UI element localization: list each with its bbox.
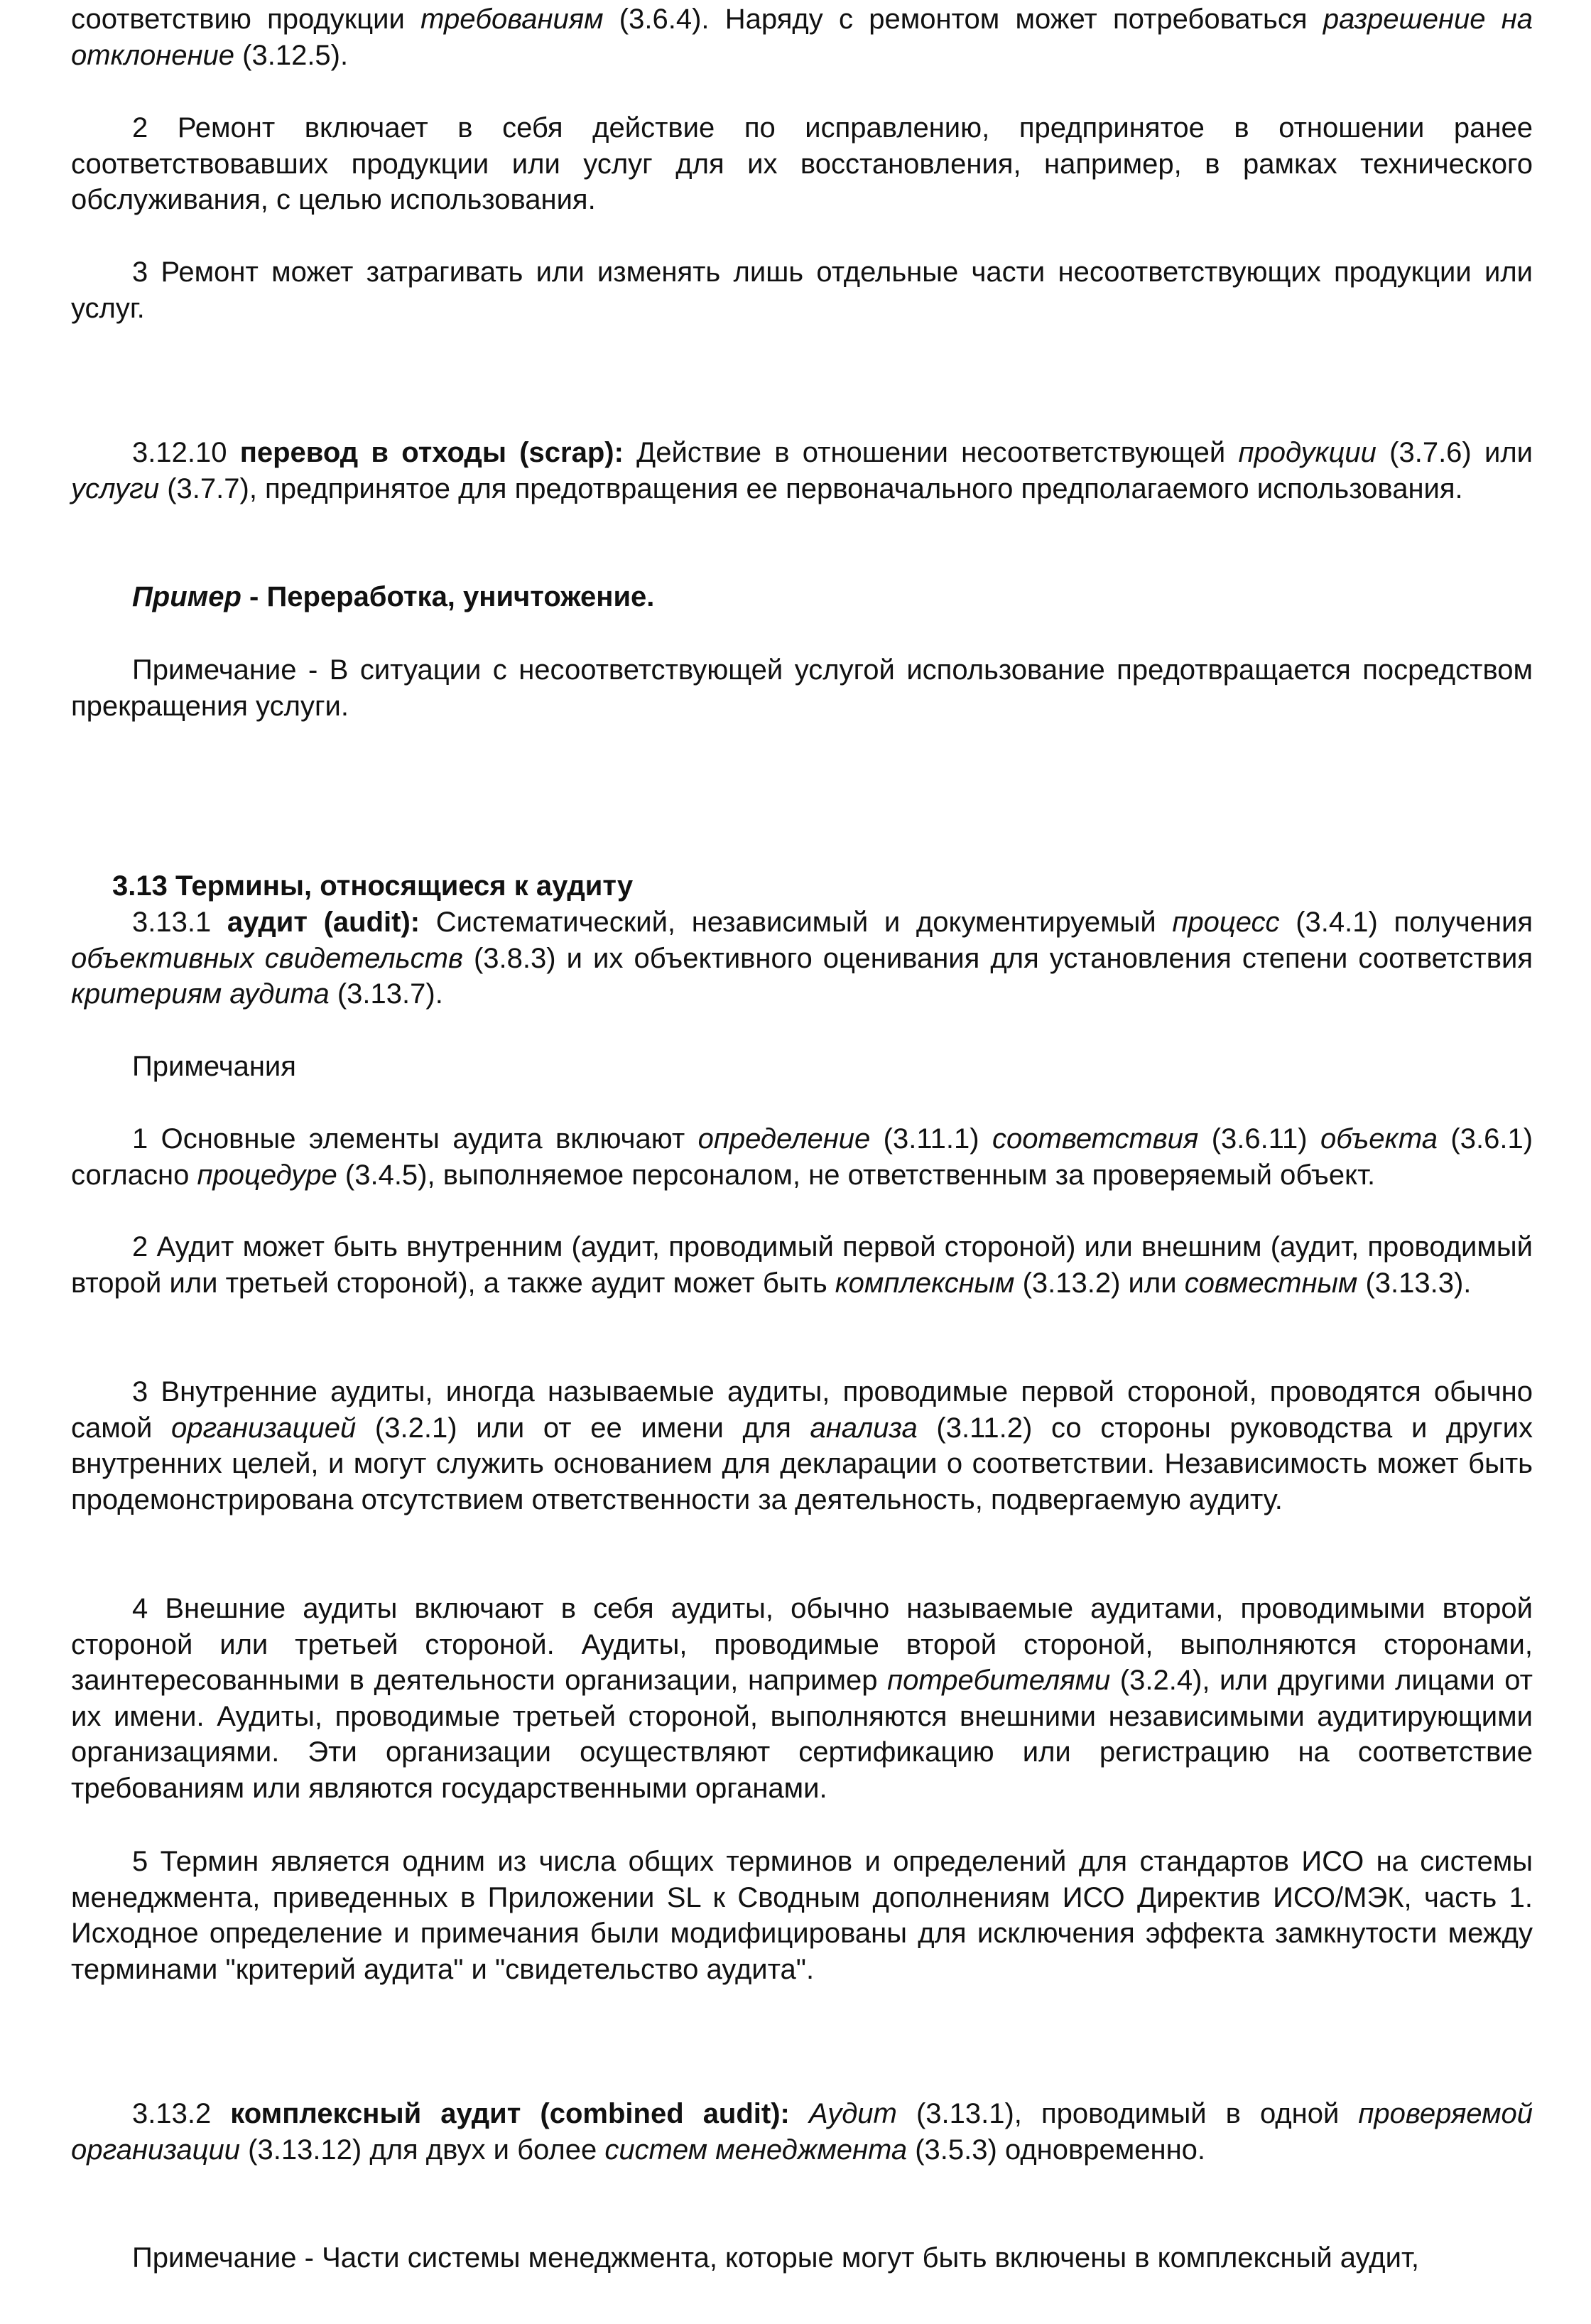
text-run: (3.6.4). Наряду с ремонтом может потребоваться [603,4,1323,35]
styled-text-run: разрешение на отклонение [71,4,1533,71]
styled-text-run: совместным [1184,1267,1358,1299]
text-run: 2 Аудит может быть внутренним (аудит, проводимый первой стороной) или внешним (аудит, проводимый второй или третьей стороной), а также аудит может быть [71,1231,1533,1299]
styled-text-run: проверяемой организации [71,2098,1533,2166]
term-3-13-1-audit [71,904,1533,1012]
styled-text-run: комплексный аудит (combined audit): [230,2098,790,2129]
term-3-13-2-combined-audit [71,2096,1533,2168]
text-run: (3.13.1), проводимый в одной [896,2098,1359,2129]
styled-text-run: процедуре [197,1159,337,1191]
styled-text-run: требованиям [420,4,604,35]
text-run: (3.13.7). [329,978,443,1010]
text-run: (3.11.1) [870,1123,992,1155]
text-run: Примечание - Части системы менеджмента, которые могут быть включены в комплексный аудит, [132,2242,1419,2274]
text-run: (3.13.2) или [1014,1267,1185,1299]
text-run: 2 Ремонт включает в себя действие по исправлению, предпринятое в отношении ранее соответствовавших продукции или услуг для их восстановления, например, в рамках технического обслуживания, с целью использования. [71,112,1533,215]
text-run [790,2098,809,2129]
audit-note-1 [71,1121,1533,1193]
audit-note-4 [71,1591,1533,1806]
text-run: 5 Термин является одним из числа общих терминов и определений для стандартов ИСО на системы менеджмента, приведенных в Приложении SL к Сводным дополнениям ИСО Директив ИСО/МЭК, часть 1. Исходное определение и примечания были модифицированы для исключения эффекта замкнутости между терминами "критерий аудита" и "свидетельство аудита". [71,1846,1533,1985]
text-run: 4 Внешние аудиты включают в себя аудиты, обычно называемые аудитами, проводимыми второй стороной или третьей стороной. Аудиты, проводимые второй стороной, выполняются сторонами, заинтересованными в деятельности организации, например [71,1593,1533,1696]
text-run: (3.6.1) согласно [71,1123,1533,1191]
styled-text-run: продукции [1238,437,1376,468]
combined-audit-note [71,2240,1533,2276]
text-run: (3.2.1) или от ее имени для [356,1412,810,1444]
styled-text-run: анализа [810,1412,918,1444]
term-3-12-10-scrap [71,435,1533,507]
text-run: (3.12.5). [234,39,349,71]
text-run: 3.13.1 [132,907,227,938]
text-run: Примечания [132,1051,296,1082]
scrap-note [71,652,1533,724]
text-run: (3.4.1) получения [1279,907,1533,938]
styled-text-run: объекта [1320,1123,1438,1155]
text-run: (3.7.6) или [1376,437,1533,468]
styled-text-run: соответствия [992,1123,1199,1155]
text-run: (3.4.5), выполняемое персоналом, не ответственным за проверяемый объект. [337,1159,1376,1191]
text-run: (3.7.7), предпринятое для предотвращения ее первоначального предполагаемого использования. [159,472,1463,504]
text-run: (3.11.2) со стороны руководства и других внутренних целей, и могут служить основанием для декларации о соответствии. Независимость может быть продемонстрирована отсутствием ответственности за деятельность, подвергаемую аудиту. [71,1412,1533,1515]
styled-text-run: услуги [71,472,160,504]
styled-text-run: процесс [1172,907,1280,938]
text-run: (3.5.3) одновременно. [907,2134,1206,2166]
text-run: соответствию продукции [71,4,421,35]
text-run: Примечание - В ситуации с несоответствующей услугой использование предотвращается посредством прекращения услуги. [71,654,1533,722]
text-run: 3.13.2 [132,2098,231,2129]
text-run: Действие в отношении несоответствующей [623,437,1239,468]
text-run: 3 Внутренние аудиты, иногда называемые аудиты, проводимые первой стороной, проводятся обычно самой [71,1376,1533,1444]
styled-text-run: потребителями [887,1665,1111,1696]
text-run: (3.13.12) для двух и более [240,2134,605,2166]
paragraph-continuation [71,1,1533,73]
text-run: (3.6.11) [1198,1123,1321,1155]
text-run: Систематический, независимый и документируемый [420,907,1173,938]
styled-text-run: комплексным [835,1267,1015,1299]
text-run: (3.8.3) и их объективного оценивания для установления степени соответствия [462,942,1533,974]
styled-text-run: систем менеджмента [604,2134,908,2166]
styled-text-run: аудит (audit): [227,907,420,938]
notes-label [71,1049,1533,1085]
scrap-example [71,579,1533,615]
styled-text-run: критериям аудита [71,978,330,1010]
styled-text-run: организацией [171,1412,357,1444]
repair-note-3 [71,254,1533,326]
styled-text-run: определение [697,1123,871,1155]
text-run: (3.2.4), или другими лицами от их имени. Аудиты, проводимые третьей стороной, выполняются внешними независимыми аудитирующими организациями. Эти организации осуществляют сертификацию или регистрацию на соответствие требованиям или являются государственными органами. [71,1665,1533,1804]
styled-text-run: Пример [132,581,241,612]
text-run: (3.13.3). [1357,1267,1472,1299]
repair-note-2 [71,110,1533,218]
styled-text-run: объективных свидетельств [71,942,463,974]
text-run: 3.12.10 [132,437,240,468]
audit-note-2 [71,1229,1533,1301]
styled-text-run: перевод в отходы (scrap): [239,437,624,468]
styled-text-run: Аудит [808,2098,897,2129]
styled-text-run: - Переработка, уничтожение. [241,581,655,612]
audit-note-3 [71,1374,1533,1518]
text-run: 3 Ремонт может затрагивать или изменять лишь отдельные части несоответствующих продукции или услуг. [71,256,1533,324]
section-heading-3-13: 3.13 Термины, относящиеся к аудиту [112,870,634,902]
audit-note-5 [71,1844,1533,1987]
text-run: 1 Основные элементы аудита включают [132,1123,698,1155]
